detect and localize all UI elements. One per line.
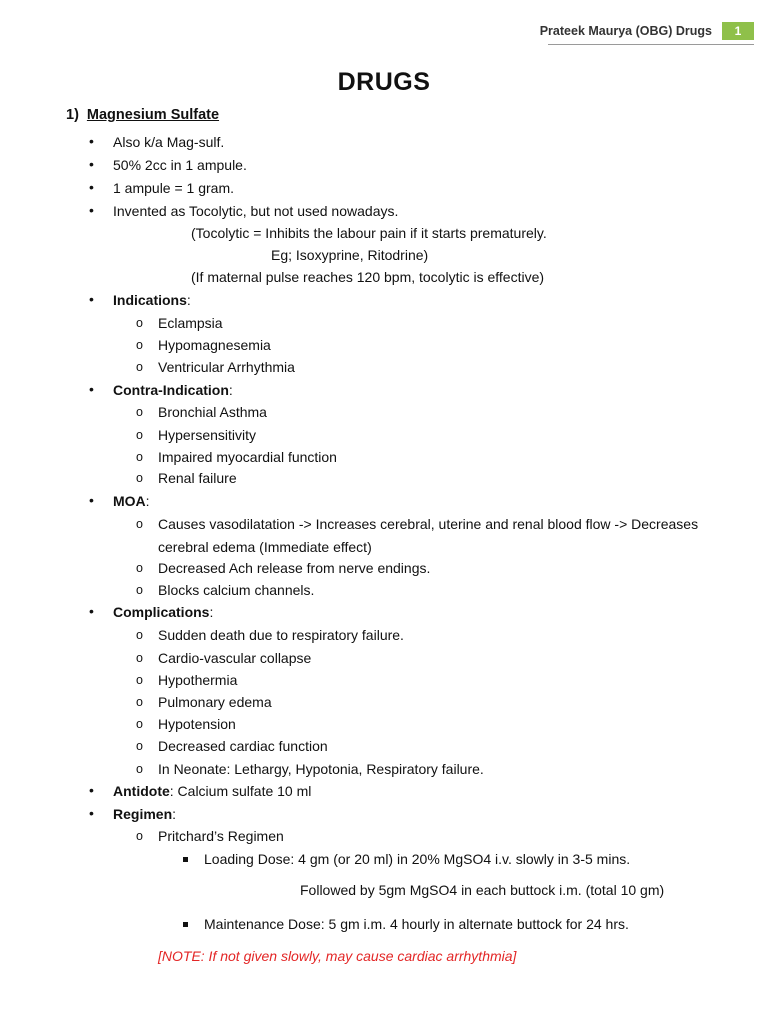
antidote-value: Calcium sulfate 10 ml — [177, 783, 312, 799]
header-divider — [548, 44, 754, 45]
list-item: o Impaired myocardial function — [158, 448, 337, 466]
list-item: o Causes vasodilatation -> Increases cerebral, uterine and renal blood flow -> Decreases — [158, 515, 698, 533]
indications-label: Indications — [113, 292, 187, 308]
moa-heading: • MOA: — [113, 492, 150, 510]
tocolytic-note: Eg; Isoxyprine, Ritodrine) — [271, 247, 429, 263]
list-item: o Decreased cardiac function — [158, 737, 328, 755]
list-item: o Cardio-vascular collapse — [158, 649, 311, 667]
page-header — [540, 22, 754, 40]
section-heading — [66, 107, 219, 123]
regimen-note: [NOTE: If not given slowly, may cause cardiac arrhythmia] — [158, 948, 517, 964]
contra-heading: • Contra-Indication: — [113, 381, 233, 399]
list-item: • Invented as Tocolytic, but not used nowadays. — [113, 202, 398, 220]
list-item: o In Neonate: Lethargy, Hypotonia, Respiratory failure. — [158, 760, 484, 778]
list-item: o Ventricular Arrhythmia — [158, 358, 295, 376]
document-title: DRUGS — [337, 68, 431, 96]
list-item: o Pritchard’s Regimen — [158, 827, 284, 845]
header-title: Prateek Maurya (OBG) Drugs — [539, 24, 712, 38]
antidote-line: • Antidote: Calcium sulfate 10 ml — [113, 782, 311, 800]
list-item: o Bronchial Asthma — [158, 403, 267, 421]
complications-heading: • Complications: — [113, 603, 213, 621]
complications-label: Complications — [113, 604, 210, 620]
list-item: o Hypotension — [158, 715, 236, 733]
moa-label: MOA — [113, 493, 146, 509]
page-number-badge: 1 — [722, 22, 754, 40]
antidote-label: Antidote — [113, 783, 170, 799]
section-number: 1) — [66, 107, 79, 123]
list-item: • 1 ampule = 1 gram. — [113, 179, 234, 197]
indications-heading: • Indications: — [113, 291, 191, 309]
contra-label: Contra-Indication — [113, 382, 229, 398]
list-item: o Pulmonary edema — [158, 693, 272, 711]
regimen-label: Regimen — [113, 806, 173, 822]
list-item: o Decreased Ach release from nerve endings. — [158, 559, 430, 577]
list-item: o Hypersensitivity — [158, 426, 256, 444]
regimen-followed: Followed by 5gm MgSO4 in each buttock i.m. (total 10 gm) — [300, 882, 665, 898]
list-item: o Sudden death due to respiratory failure. — [158, 626, 404, 644]
list-item: o Hypothermia — [158, 671, 237, 689]
list-item-continuation: cerebral edema (Immediate effect) — [158, 539, 372, 555]
regimen-heading: • Regimen: — [113, 805, 176, 823]
list-item: • Also k/a Mag-sulf. — [113, 133, 224, 151]
list-item: Maintenance Dose: 5 gm i.m. 4 hourly in alternate buttock for 24 hrs. — [204, 916, 629, 932]
section-name: Magnesium Sulfate — [86, 107, 220, 123]
list-item: o Hypomagnesemia — [158, 336, 271, 354]
list-item: o Renal failure — [158, 469, 237, 487]
list-item: o Blocks calcium channels. — [158, 581, 314, 599]
list-item: • 50% 2cc in 1 ampule. — [113, 156, 247, 174]
tocolytic-note: (If maternal pulse reaches 120 bpm, tocolytic is effective) — [191, 269, 545, 285]
tocolytic-note: (Tocolytic = Inhibits the labour pain if it starts prematurely. — [191, 225, 547, 241]
list-item: Loading Dose: 4 gm (or 20 ml) in 20% MgSO4 i.v. slowly in 3-5 mins. — [204, 851, 631, 867]
list-item: o Eclampsia — [158, 314, 223, 332]
